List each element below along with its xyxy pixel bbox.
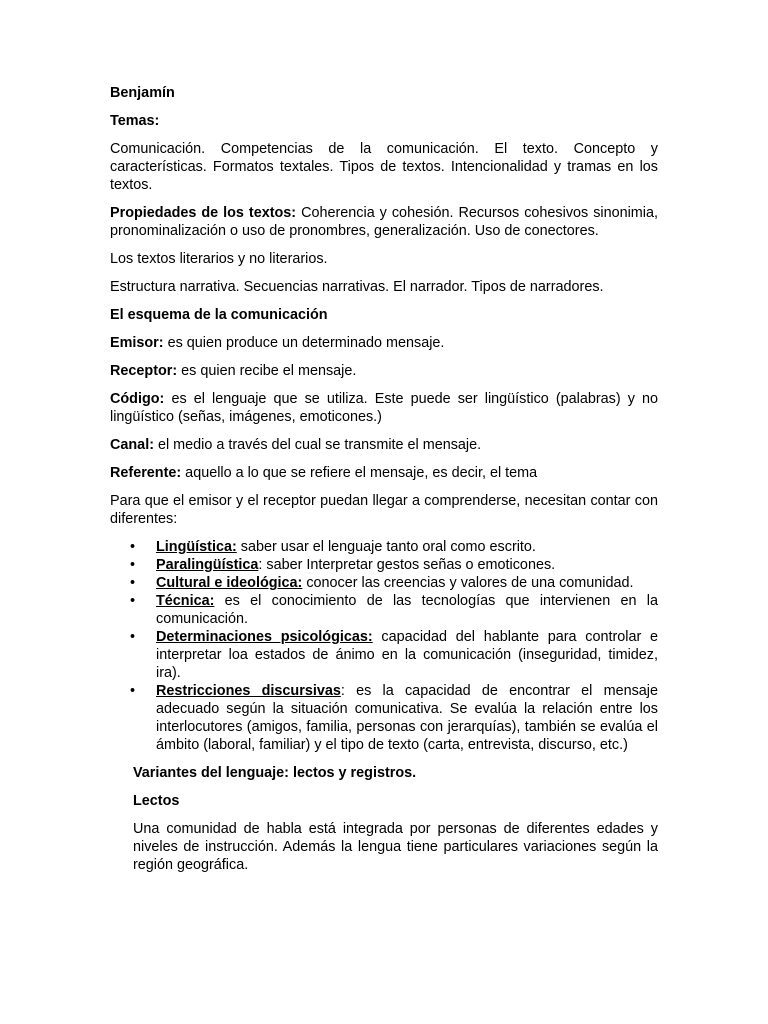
propiedades-text: Coherencia y cohesión. Recursos cohesivos sinonimia, pronominalización o uso de pronombres, generalización. Uso de conectores. <box>110 205 658 239</box>
definition-emisor: Emisor: es quien produce un determinado mensaje. <box>110 335 445 351</box>
competencias-list <box>110 538 658 754</box>
bullet-icon: • <box>130 539 136 555</box>
definition-receptor: Receptor: es quien recibe el mensaje. <box>110 363 357 379</box>
definition-referente: Referente: aquello a lo que se refiere el mensaje, es decir, el tema <box>110 465 538 481</box>
list-item <box>110 574 658 592</box>
bullet-icon: • <box>130 629 136 645</box>
competencia-term: Determinaciones psicológicas: <box>156 629 373 645</box>
definition-canal: Canal: el medio a través del cual se transmite el mensaje. <box>110 437 482 453</box>
competencia-term: Lingüística: <box>156 539 237 555</box>
list-item <box>110 592 658 628</box>
bullet-icon: • <box>130 557 136 573</box>
propiedades-paragraph <box>110 204 658 240</box>
temas-heading: Temas: <box>110 113 160 129</box>
list-item <box>110 556 658 574</box>
competencia-term: Paralingüística <box>156 557 259 573</box>
list-item <box>110 628 658 682</box>
competencia-term: Técnica: <box>156 593 215 609</box>
competencia-text: : saber Interpretar gestos señas o emoticones. <box>258 557 556 573</box>
author-name: Benjamín <box>110 85 175 101</box>
esquema-heading: El esquema de la comunicación <box>110 307 328 323</box>
temas-paragraph: Comunicación. Competencias de la comunicación. El texto. Concepto y características. Formatos textales. Tipos de textos. Intencionalidad y tramas en los textos. <box>110 141 658 193</box>
propiedades-label: Propiedades de los textos: <box>110 205 297 221</box>
list-item <box>110 682 658 754</box>
bullet-icon: • <box>130 683 136 699</box>
lectos-paragraph: Una comunidad de habla está integrada por personas de diferentes edades y niveles de instrucción. Además la lengua tiene particulares variaciones según la región geográfica. <box>133 821 658 873</box>
competencia-text: capacidad del hablante para controlar e interpretar loa estados de ánimo en la comunicación (inseguridad, timidez, ira). <box>156 629 658 681</box>
definition-codigo: Código: es el lenguaje que se utiliza. Este puede ser lingüístico (palabras) y no lingüístico (señas, imágenes, emoticones.) <box>110 391 658 425</box>
bullet-icon: • <box>130 575 136 591</box>
list-item <box>110 538 658 556</box>
bullet-icon: • <box>130 593 136 609</box>
literarios-paragraph: Los textos literarios y no literarios. <box>110 251 328 267</box>
variantes-heading: Variantes del lenguaje: lectos y registros. <box>133 765 417 781</box>
competencia-text: saber usar el lenguaje tanto oral como escrito. <box>236 539 536 555</box>
competencia-term: Cultural e ideológica: <box>156 575 303 591</box>
narrativa-paragraph: Estructura narrativa. Secuencias narrativas. El narrador. Tipos de narradores. <box>110 279 604 295</box>
competencia-text: es el conocimiento de las tecnologías que intervienen en la comunicación. <box>156 593 658 627</box>
competencias-intro: Para que el emisor y el receptor puedan llegar a comprenderse, necesitan contar con diferentes: <box>110 493 658 527</box>
competencia-text: conocer las creencias y valores de una comunidad. <box>302 575 634 591</box>
lectos-heading: Lectos <box>133 793 180 809</box>
competencia-term: Restricciones discursivas <box>156 683 341 699</box>
competencia-text: : es la capacidad de encontrar el mensaje adecuado según la situación comunicativa. Se evalúa la relación entre los interlocutores (amigos, familia, personas con jerarquías), también se evalúa el ámbito (laboral, familiar) y el tipo de texto (carta, entrevista, discurso, etc.) <box>156 683 658 753</box>
